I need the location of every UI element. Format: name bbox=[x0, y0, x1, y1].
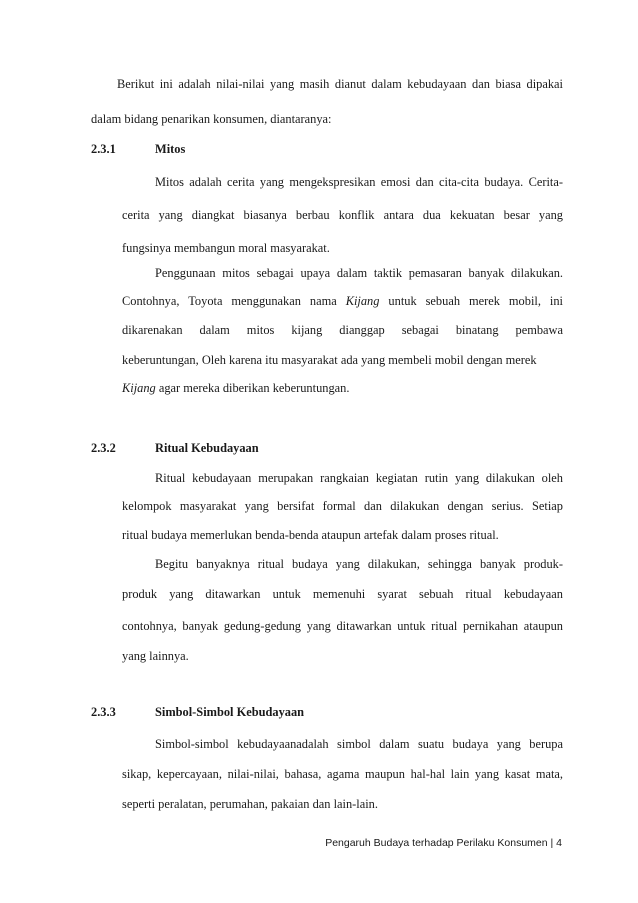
section-number: 2.3.1 bbox=[91, 142, 116, 156]
paragraph-line: keberuntungan, Oleh karena itu masyarakat ada yang membeli mobil dengan merek bbox=[122, 353, 537, 367]
paragraph-line bbox=[122, 293, 563, 309]
paragraph-line: yang lainnya. bbox=[122, 649, 189, 663]
section-title: Simbol-Simbol Kebudayaan bbox=[155, 705, 305, 719]
paragraph-line: dikarenakan dalam mitos kijang dianggap sebagai binatang pembawa bbox=[122, 323, 563, 337]
brand-name-italic: Kijang bbox=[345, 294, 380, 308]
section-title: Ritual Kebudayaan bbox=[155, 441, 259, 455]
intro-line-2: dalam bidang penarikan konsumen, diantaranya: bbox=[91, 112, 332, 126]
paragraph-line: produk yang ditawarkan untuk memenuhi syarat sebuah ritual kebudayaan bbox=[122, 587, 563, 601]
paragraph-line: Simbol-simbol kebudayaanadalah simbol dalam suatu budaya yang berupa bbox=[155, 737, 563, 751]
paragraph-line: cerita yang diangkat biasanya berbau konflik antara dua kekuatan besar yang bbox=[122, 208, 563, 222]
paragraph-line: kelompok masyarakat yang bersifat formal dan dilakukan dengan serius. Setiap bbox=[122, 499, 563, 513]
section-number: 2.3.3 bbox=[91, 705, 116, 719]
paragraph-line: seperti peralatan, perumahan, pakaian dan lain-lain. bbox=[122, 797, 378, 811]
paragraph-line: fungsinya membangun moral masyarakat. bbox=[122, 241, 330, 255]
brand-name-italic: Kijang bbox=[122, 381, 156, 395]
text-run: untuk sebuah merek mobil, ini bbox=[388, 294, 563, 308]
paragraph-line: sikap, kepercayaan, nilai-nilai, bahasa, agama maupun hal-hal lain yang kasat mata, bbox=[122, 767, 563, 781]
intro-line-1: Berikut ini adalah nilai-nilai yang masih dianut dalam kebudayaan dan biasa dipakai bbox=[117, 77, 563, 91]
paragraph-line: Penggunaan mitos sebagai upaya dalam taktik pemasaran banyak dilakukan. bbox=[155, 266, 563, 280]
text-run: Contohnya, Toyota menggunakan nama bbox=[122, 294, 337, 308]
text-run: agar mereka diberikan keberuntungan. bbox=[158, 381, 350, 395]
paragraph-line: contohnya, banyak gedung-gedung yang ditawarkan untuk ritual pernikahan ataupun bbox=[122, 619, 563, 633]
paragraph-line: Mitos adalah cerita yang mengekspresikan emosi dan cita-cita budaya. Cerita- bbox=[155, 175, 563, 189]
paragraph-line: ritual budaya memerlukan benda-benda ataupun artefak dalam proses ritual. bbox=[122, 528, 499, 542]
page-footer: Pengaruh Budaya terhadap Perilaku Konsumen | 4 bbox=[325, 837, 562, 849]
paragraph-line bbox=[122, 380, 349, 396]
section-title: Mitos bbox=[155, 142, 186, 156]
paragraph-line: Ritual kebudayaan merupakan rangkaian kegiatan rutin yang dilakukan oleh bbox=[155, 471, 563, 485]
section-number: 2.3.2 bbox=[91, 441, 116, 455]
paragraph-line: Begitu banyaknya ritual budaya yang dilakukan, sehingga banyak produk- bbox=[155, 557, 563, 571]
